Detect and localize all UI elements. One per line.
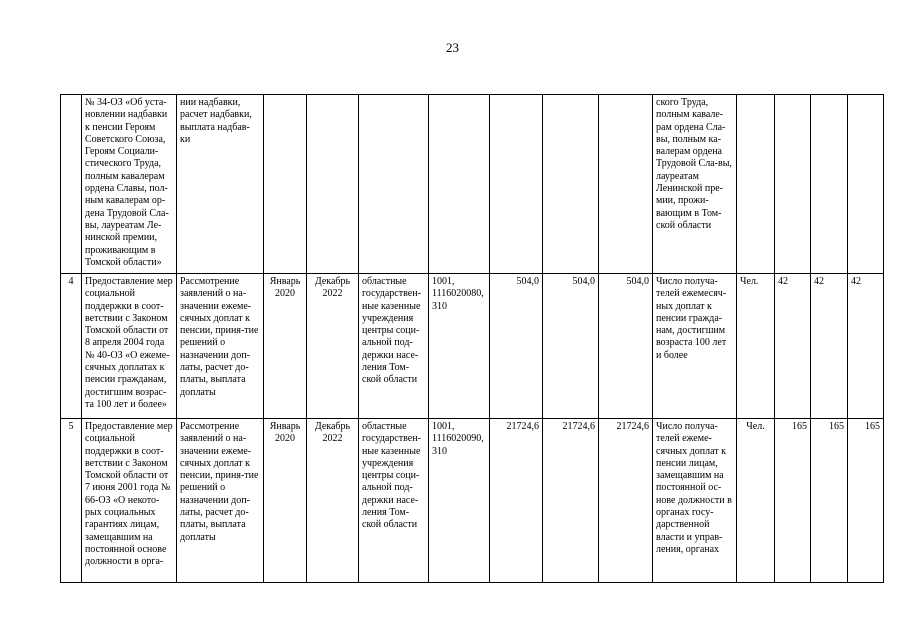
end-date-cell [307,95,359,274]
row-number: 5 [61,419,82,583]
funding-2021-cell: 504,0 [543,274,599,419]
funding-2022-cell: 21724,6 [599,419,653,583]
page-number: 23 [446,40,459,55]
funding-2022-cell: 504,0 [599,274,653,419]
end-date-cell: Декабрь 2022 [307,419,359,583]
budget-code-cell: 1001, 1116020090, 310 [429,419,490,583]
indicator-cell: Число получа-телей ежеме-сячных доплат к пенсии лицам, замещавшим на постоянной ос-нове должности в органах госу-дарственной власти и управ-ления, органах [653,419,737,583]
funding-2020-cell: 504,0 [490,274,543,419]
table-row [61,419,884,583]
indicator-cell: ского Труда, полным кавале-рам ордена Сла-вы, полным ка-валерам ордена Трудовой Сла-вы, лауреатам Ленинской пре-мии, прожи-вающим в Том-ской области [653,95,737,274]
executor-cell: областные государствен-ные казенные учреждения центры соци-альной под-держки насе-ления Том-ской области [359,274,429,419]
indicator-2022-cell: 42 [848,274,884,419]
indicator-2022-cell [848,95,884,274]
program-activities-table [60,94,884,583]
funding-2020-cell: 21724,6 [490,419,543,583]
indicator-2021-cell: 165 [811,419,848,583]
start-date-cell: Январь 2020 [264,419,307,583]
indicator-2020-cell: 165 [775,419,811,583]
activity-name-cell: Предоставление мер социальной поддержки в соот-ветствии с Законом Томской области от 8 апреля 2004 года № 40-ОЗ «О ежеме-сячных доплатах к пенсии гражданам, достигшим возрас-та 100 лет и более» [82,274,177,419]
unit-cell [737,95,775,274]
indicator-2021-cell [811,95,848,274]
start-date-cell [264,95,307,274]
table-row [61,95,884,274]
activity-content-cell: Рассмотрение заявлений о на-значении ежеме-сячных доплат к пенсии, приня-тие решений о назначении доп-латы, расчет до-платы, выплата доплаты [177,274,264,419]
executor-cell: областные государствен-ные казенные учреждения центры соци-альной под-держки насе-ления Том-ской области [359,419,429,583]
indicator-2020-cell [775,95,811,274]
end-date-cell: Декабрь 2022 [307,274,359,419]
budget-code-cell [429,95,490,274]
funding-2021-cell: 21724,6 [543,419,599,583]
unit-cell: Чел. [737,419,775,583]
unit-cell: Чел. [737,274,775,419]
activity-name-cell: Предоставление мер социальной поддержки в соот-ветствии с Законом Томской области от 7 июня 2001 года № 66-ОЗ «О некото-рых социальных гарантиях лицам, замещавшим на постоянной основе должности в орга- [82,419,177,583]
budget-code-cell: 1001, 1116020080, 310 [429,274,490,419]
indicator-2022-cell: 165 [848,419,884,583]
start-date-cell: Январь 2020 [264,274,307,419]
activity-name-cell: № 34-ОЗ «Об уста-новлении надбавки к пенсии Героям Советского Союза, Героям Социали-стического Труда, полным кавалерам ордена Славы, пол-ным кавалерам ор-дена Трудовой Сла-вы, лауреатам Ле-нинской премии, проживающим в Томской области» [82,95,177,274]
indicator-2021-cell: 42 [811,274,848,419]
funding-2021-cell [543,95,599,274]
executor-cell [359,95,429,274]
indicator-2020-cell: 42 [775,274,811,419]
row-number [61,95,82,274]
funding-2022-cell [599,95,653,274]
funding-2020-cell [490,95,543,274]
activity-content-cell: нии надбавки, расчет надбавки, выплата надбав-ки [177,95,264,274]
activity-content-cell: Рассмотрение заявлений о на-значении ежеме-сячных доплат к пенсии, приня-тие решений о назначении доп-латы, расчет до-платы, выплата доплаты [177,419,264,583]
indicator-cell: Число получа-телей ежемесяч-ных доплат к пенсии гражда-нам, достигшим возраста 100 лет и более [653,274,737,419]
table-row [61,274,884,419]
row-number: 4 [61,274,82,419]
